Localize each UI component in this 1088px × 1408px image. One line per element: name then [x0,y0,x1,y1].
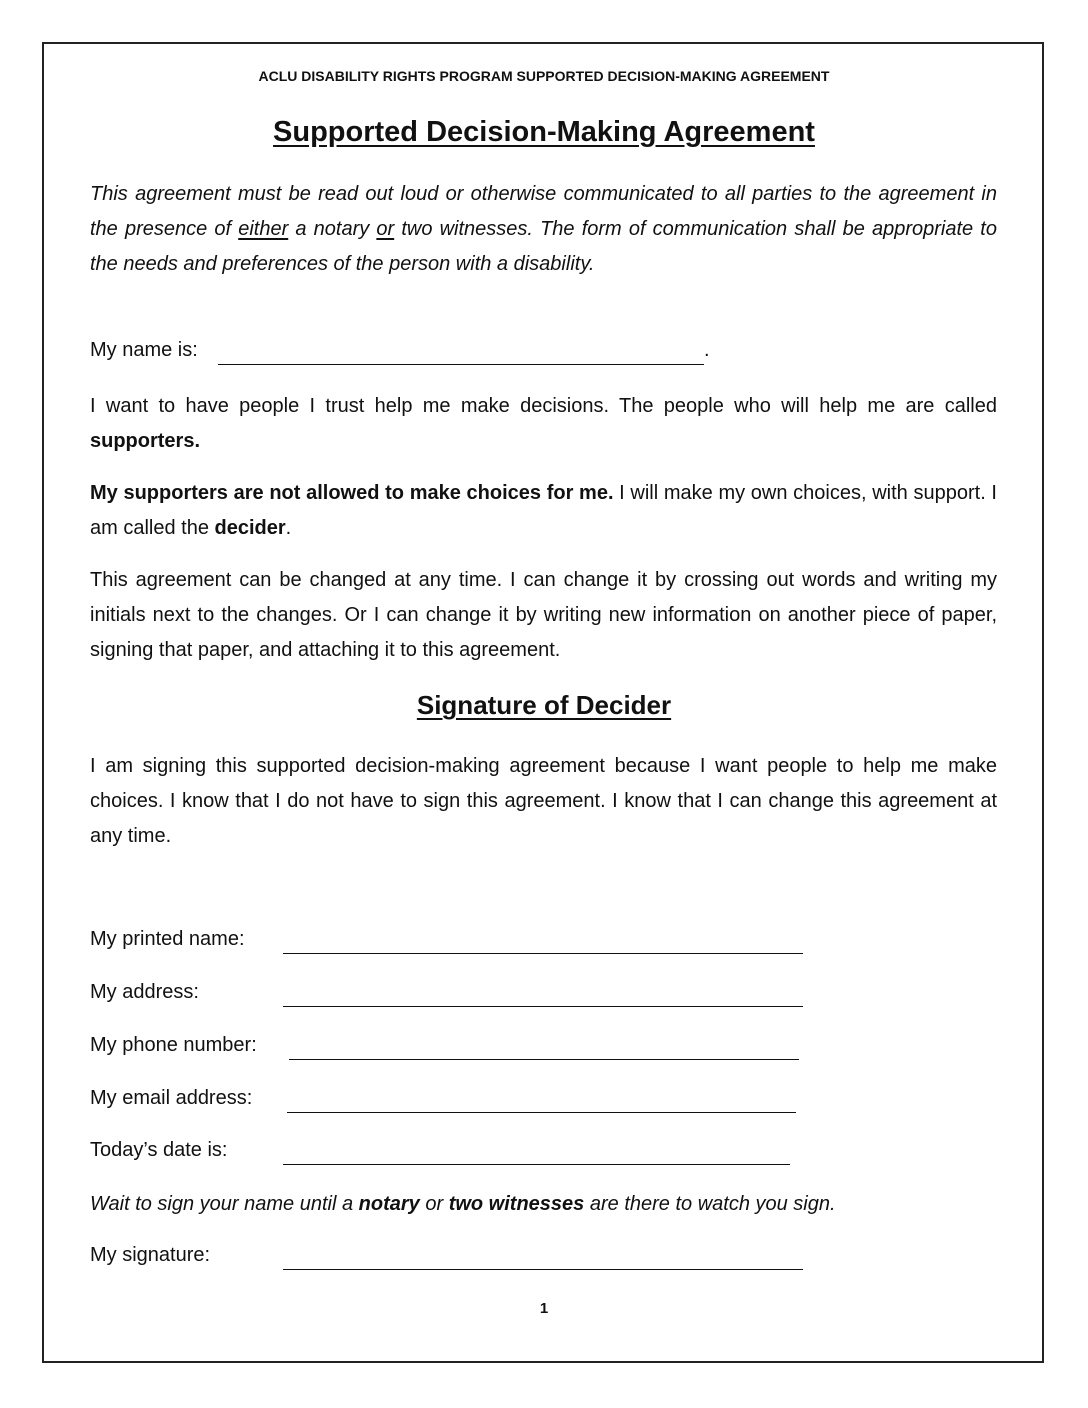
wait-witnesses: two witnesses [448,1193,585,1215]
name-field-label: My name is: [90,339,198,361]
intro-text-1: This agreement must be read out loud or otherwise communicated to all parties to the agreement in the presence of [90,183,997,240]
name-field-period: . [704,339,710,361]
email-label: My email address: [90,1087,253,1109]
intro-text-2: a notary [288,218,377,240]
decider-term: decider [214,517,286,539]
document-title: Supported Decision-Making Agreement [273,116,815,148]
signature-input-line[interactable] [283,1269,803,1270]
date-row [90,1139,810,1169]
email-row [90,1087,810,1117]
address-label: My address: [90,981,199,1003]
phone-row [90,1034,810,1064]
signature-statement: I am signing this supported decision-making agreement because I want people to help me make choices. I know that I do not have to sign this agreement. I know that I can change this agreement at any time. [90,755,997,847]
trust-paragraph [90,389,997,459]
page-number: 1 [539,1300,549,1317]
signature-row [90,1244,810,1274]
running-header [0,68,1088,84]
wait-note [90,1187,997,1222]
signature-section-title: Signature of Decider [416,690,672,720]
printed-name-row [90,928,810,958]
wait-text-2: or [419,1193,449,1215]
email-input-line[interactable] [287,1112,796,1113]
signature-label: My signature: [90,1244,211,1266]
supporters-term: supporters. [90,430,201,452]
trust-text: I want to have people I trust help me make decisions. The people who will help me are called [90,395,997,417]
supporters-rule: My supporters are not allowed to make choices for me. [90,482,614,504]
supporters-paragraph [90,476,997,546]
address-input-line[interactable] [283,1006,803,1007]
printed-name-input-line[interactable] [283,953,803,954]
date-input-line[interactable] [283,1164,790,1165]
wait-text-1: Wait to sign your name until a [90,1193,359,1215]
name-input-line[interactable] [218,364,704,365]
supporters-end: . [285,517,292,539]
intro-either: either [238,218,289,240]
phone-label: My phone number: [90,1034,257,1056]
address-row [90,981,810,1011]
printed-name-label: My printed name: [90,928,245,950]
change-paragraph: This agreement can be changed at any time. I can change it by crossing out words and writing my initials next to the changes. Or I can change it by writing new information on another piece of paper, signing that paper, and attaching it to this agreement. [90,569,997,661]
wait-text-3: are there to watch you sign. [584,1193,836,1215]
supporters-text: I will make my own choices, with support. I am called the [90,482,997,539]
name-field-row [90,339,730,369]
intro-text-3: two witnesses. The form of communication shall be appropriate to the needs and preferences of the person with a disability. [90,218,997,275]
date-label: Today’s date is: [90,1139,228,1161]
intro-or: or [376,218,395,240]
running-header-text: ACLU DISABILITY RIGHTS PROGRAM SUPPORTED DECISION-MAKING AGREEMENT [258,68,830,84]
phone-input-line[interactable] [289,1059,799,1060]
wait-notary: notary [358,1193,420,1215]
intro-paragraph [90,177,997,282]
